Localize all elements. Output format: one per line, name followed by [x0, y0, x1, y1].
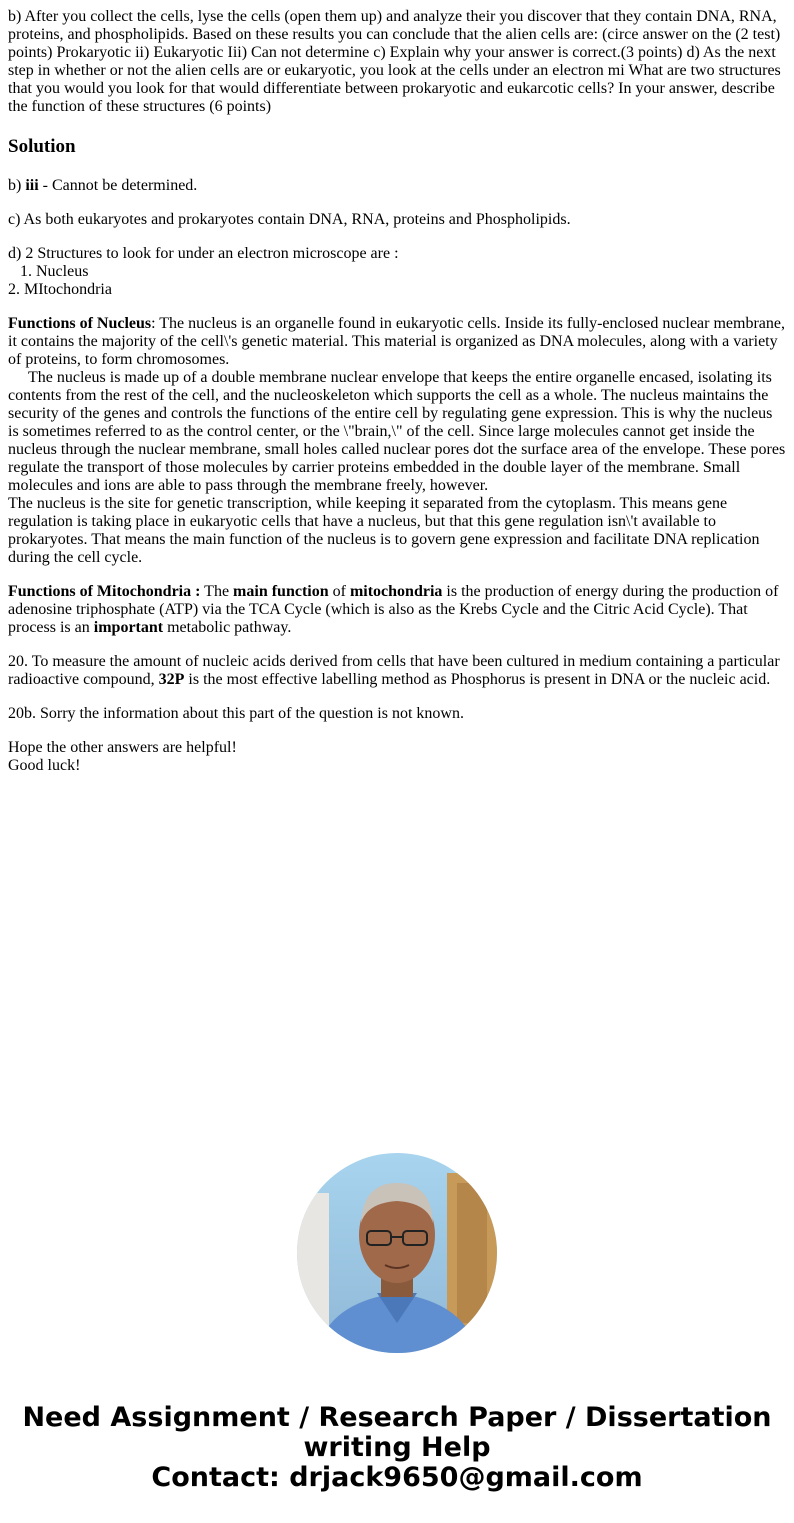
mito-bold-2: mitochondria [349, 583, 443, 600]
answer-20-text-2: is the most effective labelling method as Phosphorus is present in DNA or the nucleic acid. [184, 671, 771, 688]
footer-contact [0, 1403, 794, 1493]
nucleus-p2: The nucleus is made up of a double membrane nuclear envelope that keeps the entire organelle encased, isolating its contents from the rest of the cell, and the nucleoskeleton which supports the cell as a whole. The nucleus maintains the security of the genes and controls the functions of the entire cell by regulating gene expression. This is why the nucleus is sometimes referred to as the control center, or the \"brain,\" of the cell. Since large molecules cannot get inside the nucleus through the nuclear membrane, small holes called nuclear pores dot the surface area of the envelope. These pores regulate the transport of those molecules by carrier proteins embedded in the double layer of the membrane. Small molecules and ions are able to pass through the membrane freely, however. [8, 369, 790, 494]
answer-20-bold: 32P [158, 671, 185, 688]
mito-bold-3: important [93, 619, 164, 636]
nucleus-section [8, 315, 790, 567]
nucleus-p1: : The nucleus is an organelle found in eukaryotic cells. Inside its fully-enclosed nuclear membrane, it contains the majority of the cell\'s genetic material. This material is organized as DNA molecules, along with a variety of proteins, to form chromosomes. [8, 315, 785, 368]
nucleus-p3: The nucleus is the site for genetic transcription, while keeping it separated from the cytoplasm. This means gene regulation is taking place in eukaryotic cells that have a nucleus, but that this gene regulation isn\'t available to prokaryotes. That means the main function of the nucleus is to govern gene expression and facilitate DNA replication during the cell cycle. [8, 495, 760, 566]
footer-line-1: Need Assignment / Research Paper / Dissertation [22, 1402, 772, 1433]
answer-b-text: - Cannot be determined. [38, 177, 198, 194]
answer-d-item-1: 1. Nucleus [20, 263, 89, 280]
mito-bold-1: main function [233, 583, 329, 600]
answer-d-intro: d) 2 Structures to look for under an electron microscope are : [8, 245, 399, 262]
closing-line-2: Good luck! [8, 757, 81, 774]
answer-c: c) As both eukaryotes and prokaryotes contain DNA, RNA, proteins and Phospholipids. [8, 211, 571, 228]
footer-line-2: writing Help [303, 1432, 491, 1463]
footer-line-3: Contact: drjack9650@gmail.com [151, 1462, 643, 1493]
answer-20 [8, 653, 786, 689]
mito-text-4: metabolic pathway. [163, 619, 292, 636]
answer-d-item-2: 2. MItochondria [8, 281, 112, 298]
mito-text-2: of [328, 583, 350, 600]
answer-b-choice: iii [25, 177, 39, 194]
mitochondria-section [8, 583, 786, 637]
nucleus-label: Functions of Nucleus [8, 315, 152, 332]
answer-b-prefix: b) [8, 177, 26, 194]
closing [8, 739, 786, 775]
mito-text-1: The [200, 583, 234, 600]
question-text: b) After you collect the cells, lyse the cells (open them up) and analyze their you discover that they contain DNA, RNA, proteins, and phospholipids. Based on these results you can conclude that the alien cells are: (circe answer on the (2 test) points) Prokaryotic ii) Eukaryotic Iii) Can not determine c) Explain why your answer is correct.(3 points) d) As the next step in whether or not the alien cells are or eukaryotic, you look at the cells under an electron mi What are two structures that you would you look for that would differentiate between prokaryotic and eukarcotic cells? In your answer, describe the function of these structures (6 points) [8, 8, 781, 115]
answer-20b: 20b. Sorry the information about this part of the question is not known. [8, 705, 464, 722]
answer-b [8, 177, 786, 195]
document-content [8, 8, 790, 791]
author-portrait [297, 1153, 497, 1353]
mito-label: Functions of Mitochondria : [8, 583, 201, 600]
answer-20-text-1: 20. To measure the amount of nucleic acids derived from cells that have been cultured in medium containing a particular radioactive compound, [8, 653, 780, 688]
mito-text-3: is the production of energy during the production of adenosine triphosphate (ATP) via the TCA Cycle (which is also as the Krebs Cycle and the Citric Acid Cycle). That process is an [8, 583, 779, 636]
closing-line-1: Hope the other answers are helpful! [8, 739, 237, 756]
answer-d [8, 245, 786, 299]
solution-heading: Solution [8, 136, 76, 157]
author-avatar [297, 1153, 497, 1353]
